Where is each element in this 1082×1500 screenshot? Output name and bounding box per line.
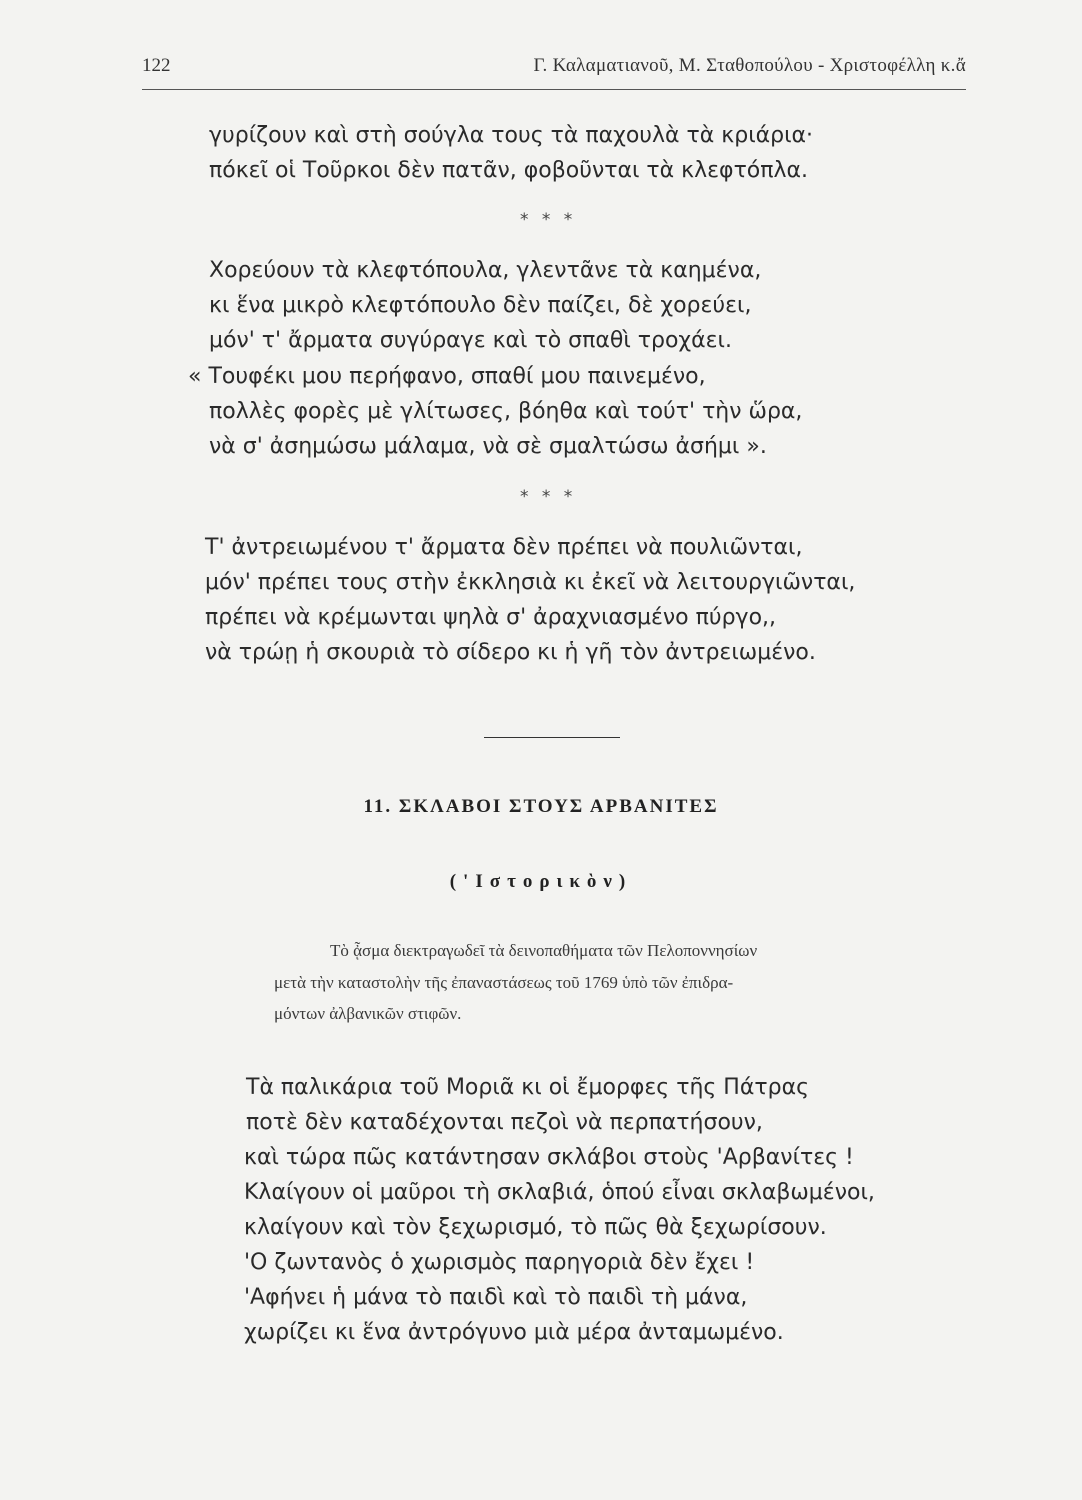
intro-line: μετὰ τὴν καταστολὴν τῆς ἐπαναστάσεως τοῦ 1769 ὑπὸ τῶν ἐπιδρα-	[274, 973, 734, 992]
verse-line: 'Ο ζωντανὸς ὁ χωρισμὸς παρηγοριὰ δὲν ἔχει !	[244, 1250, 755, 1275]
verse-line: 'Αφήνει ἡ μάνα τὸ παιδὶ καὶ τὸ παιδὶ τὴ μάνα,	[244, 1285, 748, 1310]
verse-line: Τὰ παλικάρια τοῦ Μοριᾶ κι οἱ ἔμορφες τῆς Πάτρας	[246, 1075, 809, 1100]
verse-line: κι ἕνα μικρὸ κλεφτόπουλο δὲν παίζει, δὲ χορεύει,	[209, 293, 752, 318]
intro-line: Τὸ ᾆσμα διεκτραγωδεῖ τὰ δεινοπαθήματα τῶν Πελοποννησίων	[330, 941, 758, 960]
verse-line: « Τουφέκι μου περήφανο, σπαθί μου παινεμένο,	[188, 364, 706, 389]
verse-line: Τ' ἀντρειωμένου τ' ἄρματα δὲν πρέπει νὰ πουλιῶνται,	[205, 535, 803, 560]
verse-line: κλαίγουν καὶ τὸν ξεχωρισμό, τὸ πῶς θὰ ξεχωρίσουν.	[244, 1215, 827, 1240]
header-rule	[142, 89, 966, 90]
verse-line: πόκεῖ οἱ Τοῦρκοι δὲν πατᾶν, φοβοῦνται τὰ κλεφτόπλα.	[209, 158, 809, 183]
header-authors: Γ. Καλαματιανοῦ, Μ. Σταθοπούλου - Χριστοφέλλη κ.ἄ	[533, 55, 966, 76]
page-number: 122	[142, 55, 171, 76]
verse-line: Κλαίγουν οἱ μαῦροι τὴ σκλαβιά, ὁπού εἶναι σκλαβωμένοι,	[244, 1180, 875, 1205]
verse-line: μόν' τ' ἄρματα συγύραγε καὶ τὸ σπαθὶ τροχάει.	[209, 328, 732, 353]
verse-line: νὰ σ' ἀσημώσω μάλαμα, νὰ σὲ σμαλτώσω ἀσήμι ».	[209, 434, 767, 459]
verse-line: γυρίζουν καὶ στὴ σούγλα τους τὰ παχουλὰ τὰ κριάρια·	[209, 123, 814, 148]
verse-line: Χορεύουν τὰ κλεφτόπουλα, γλεντᾶνε τὰ καημένα,	[209, 258, 762, 283]
section-divider	[484, 737, 620, 738]
section-subtitle: ('Ιστορικὸν)	[449, 871, 633, 892]
intro-line: μόντων ἀλβανικῶν στιφῶν.	[274, 1004, 462, 1023]
section-title: 11. ΣΚΛΑΒΟΙ ΣΤΟΥΣ ΑΡΒΑΝΙΤΕΣ	[363, 796, 719, 817]
verse-line: ποτὲ δὲν καταδέχονται πεζοὶ νὰ περπατήσουν,	[246, 1110, 763, 1135]
running-head	[142, 55, 966, 85]
verse-line: χωρίζει κι ἕνα ἀντρόγυνο μιὰ μέρα ἀνταμωμένο.	[244, 1320, 784, 1345]
verse-line: πρέπει νὰ κρέμωνται ψηλὰ σ' ἀραχνιασμένο πύργο,,	[205, 605, 777, 630]
verse-line: μόν' πρέπει τους στὴν ἐκκλησιὰ κι ἐκεῖ νὰ λειτουργιῶνται,	[205, 570, 856, 595]
verse-line: πολλὲς φορὲς μὲ γλίτωσες, βόηθα καὶ τούτ' τὴν ὥρα,	[209, 399, 803, 424]
verse-line: νὰ τρώῃ ἡ σκουριὰ τὸ σίδερο κι ἡ γῆ τὸν ἀντρειωμένο.	[205, 640, 816, 665]
stanza-separator: * * *	[520, 487, 577, 507]
stanza-separator: * * *	[520, 210, 577, 230]
verse-line: καὶ τώρα πῶς κατάντησαν σκλάβοι στοὺς 'Αρβανίτες !	[244, 1145, 854, 1170]
